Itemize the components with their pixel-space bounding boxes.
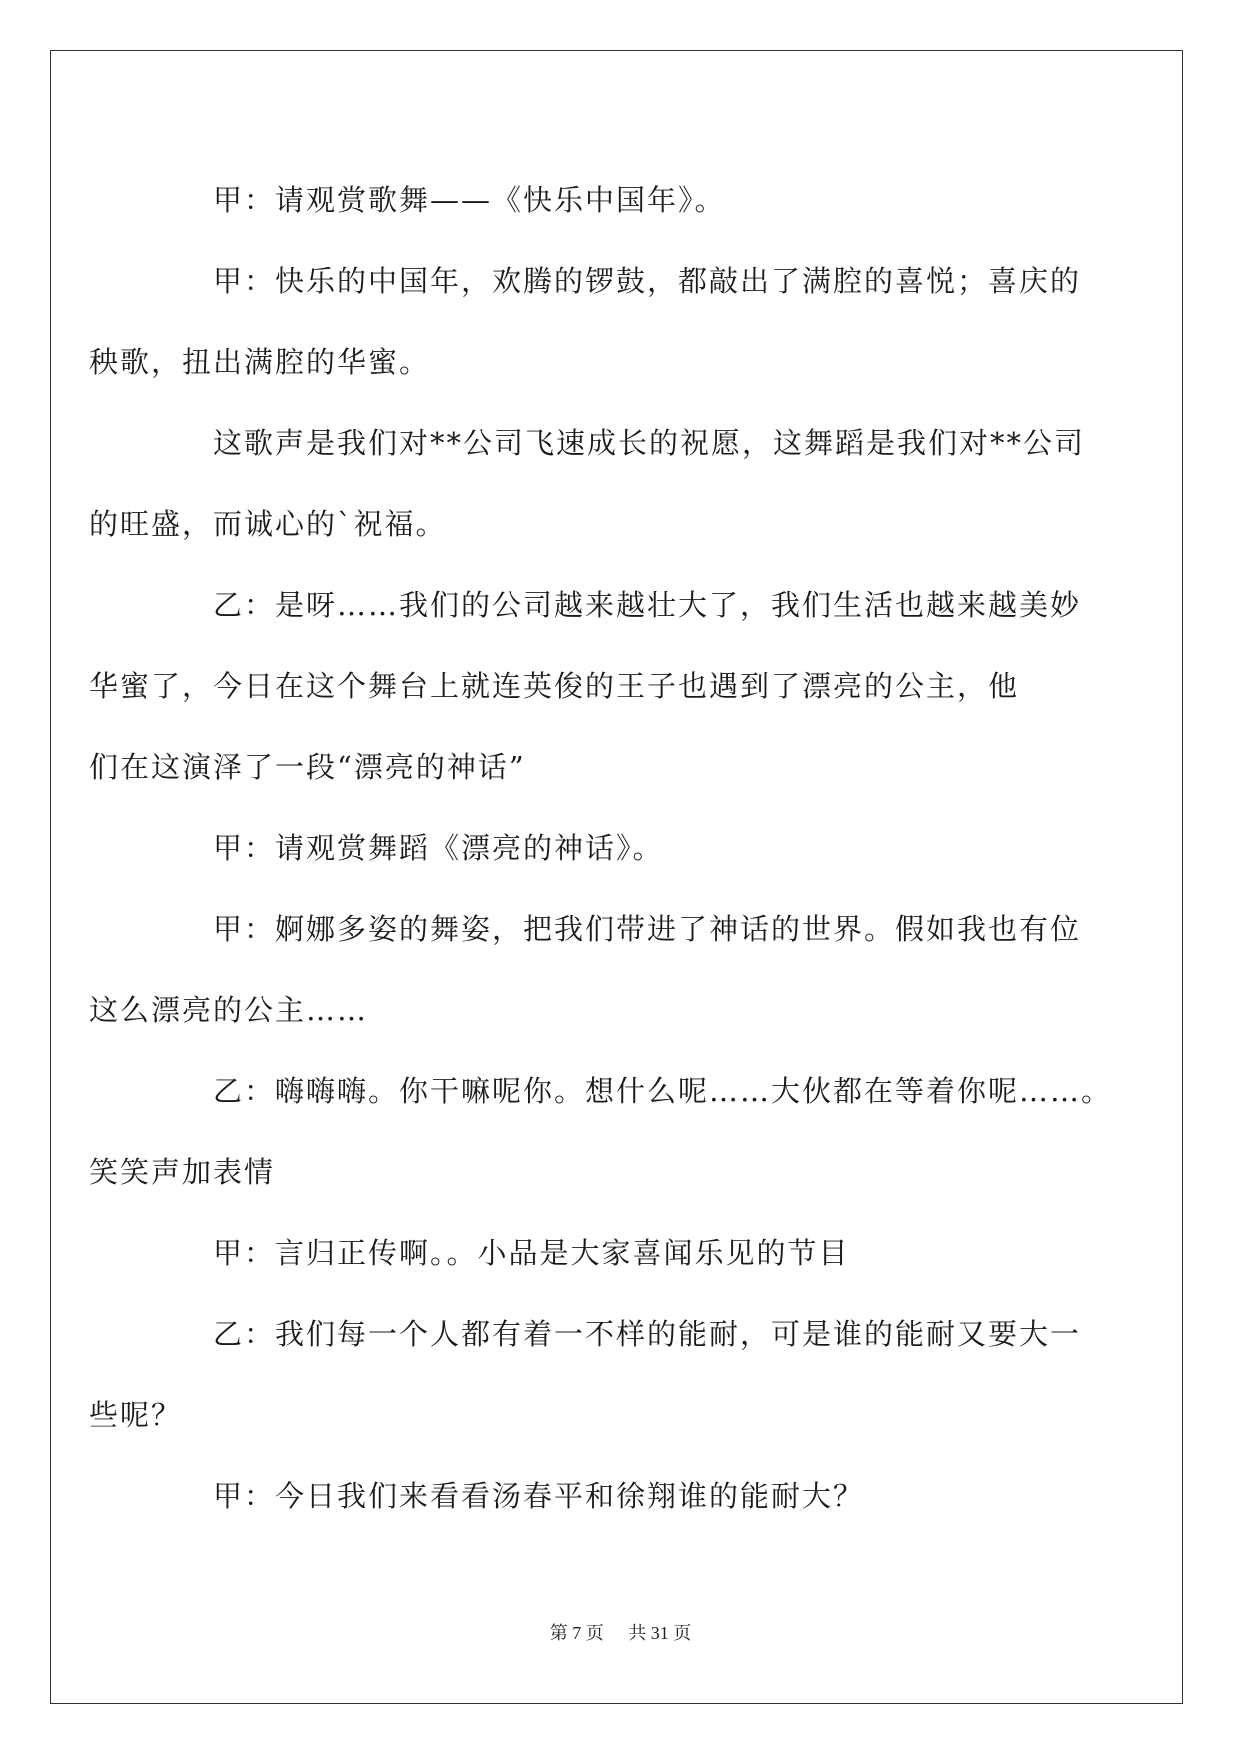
text-line: 乙：嗨嗨嗨。你干嘛呢你。想什么呢……大伙都在等着你呢……。	[213, 1074, 1113, 1108]
paragraph	[89, 241, 1091, 403]
text-line: 们在这演泽了一段“漂亮的神话”	[89, 750, 526, 784]
text-line: 甲：言归正传啊。。小品是大家喜闻乐见的节目	[213, 1236, 850, 1270]
text-line: 甲：请观赏舞蹈《漂亮的神话》。	[213, 831, 664, 865]
text-line: 乙：是呀……我们的公司越来越壮大了，我们生活也越来越美妙	[213, 588, 1082, 622]
paragraph	[151, 1213, 1091, 1294]
text-line: 这歌声是我们对**公司飞速成长的祝愿，这舞蹈是我们对**公司	[213, 426, 1086, 460]
text-line: 华蜜了，今日在这个舞台上就连英俊的王子也遇到了漂亮的公主，他	[89, 669, 1020, 703]
paragraph	[89, 889, 1091, 1051]
page-footer	[0, 1619, 1241, 1645]
paragraph	[151, 808, 1091, 889]
text-line: 这么漂亮的公主……	[89, 993, 369, 1027]
text-line: 些呢？	[89, 1398, 183, 1432]
paragraph	[89, 403, 1091, 565]
paragraph	[151, 160, 1091, 241]
page-total: 共 31 页	[628, 1623, 692, 1643]
paragraph	[89, 565, 1091, 808]
text-line: 甲：快乐的中国年，欢腾的锣鼓，都敲出了满腔的喜悦；喜庆的	[213, 264, 1082, 298]
paragraph	[151, 1456, 1091, 1537]
paragraph	[89, 1051, 1113, 1213]
text-line: 乙：我们每一个人都有着一不样的能耐，可是谁的能耐又要大一	[213, 1317, 1082, 1351]
document-body	[89, 160, 1113, 1537]
text-line: 甲：婀娜多姿的舞姿，把我们带进了神话的世界。假如我也有位	[213, 912, 1082, 946]
page-number: 第 7 页	[549, 1623, 604, 1643]
text-line: 甲：请观赏歌舞——《快乐中国年》。	[213, 183, 726, 217]
text-line: 秧歌，扭出满腔的华蜜。	[89, 345, 431, 379]
text-line: 甲：今日我们来看看汤春平和徐翔谁的能耐大？	[213, 1479, 865, 1513]
paragraph	[89, 1294, 1091, 1456]
text-line: 的旺盛，而诚心的`祝福。	[89, 507, 447, 541]
text-line: 笑笑声加表情	[89, 1155, 276, 1189]
